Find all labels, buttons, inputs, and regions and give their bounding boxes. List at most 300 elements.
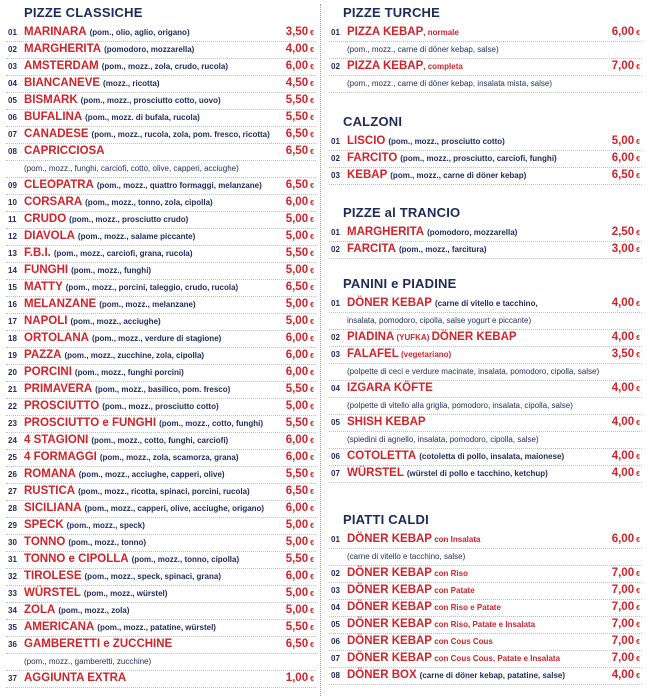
item-name [24, 568, 221, 585]
item-name [347, 599, 501, 616]
item-name-text: MARGHERITA [347, 226, 425, 238]
currency-symbol: € [310, 319, 314, 326]
currency-symbol: € [636, 420, 640, 427]
item-name [24, 432, 228, 449]
currency-symbol: € [636, 605, 640, 612]
item-description: (pom., olio, aglio, origano) [89, 28, 190, 37]
item-description: (pom., mozz., rucola, zola, pom. fresco, ricotta) [91, 130, 270, 139]
item-price-value: 7,00 [611, 652, 635, 664]
item-name-text: SICILIANA [24, 502, 82, 514]
item-price [612, 650, 640, 668]
item-number: 04 [331, 384, 340, 393]
item-name [24, 500, 264, 517]
item-name [24, 364, 184, 381]
item-price-value: 4,00 [611, 416, 635, 428]
item-number: 10 [8, 198, 17, 207]
currency-symbol: € [310, 404, 314, 411]
menu-item [329, 616, 642, 634]
item-name-text: GAMBERETTI e ZUCCHINE [24, 638, 173, 650]
item-price [286, 449, 314, 467]
currency-symbol: € [310, 285, 314, 292]
item-number: 02 [8, 45, 17, 54]
item-description: (pom., mozz., zola) [58, 606, 130, 615]
item-name-text: BUFALINA [24, 111, 83, 123]
menu-item [6, 330, 316, 348]
section-title: CALZONI [343, 114, 403, 129]
item-name [24, 41, 194, 58]
menu-item [6, 551, 316, 569]
currency-symbol: € [310, 81, 314, 88]
item-name-text: ORTOLANA [24, 332, 89, 344]
item-name [24, 619, 216, 636]
menu-item [6, 245, 316, 263]
menu-item [6, 517, 316, 535]
item-number: 27 [8, 487, 17, 496]
item-name [24, 126, 270, 143]
item-name-text: FARCITA [347, 243, 396, 255]
item-name [24, 483, 250, 500]
menu-item [6, 670, 316, 688]
menu-item [6, 568, 316, 586]
item-name-text: DÖNER KEBAP [347, 652, 432, 664]
item-number: 29 [8, 521, 17, 530]
item-description: (pom., mozz., prosciutto crudo) [69, 215, 189, 224]
item-price-value: 4,00 [611, 467, 635, 479]
item-price-value: 4,00 [611, 382, 635, 394]
currency-symbol: € [310, 455, 314, 462]
item-name-text: RUSTICA [24, 485, 76, 497]
item-name [347, 633, 493, 650]
item-price-value: 7,00 [611, 60, 635, 72]
item-name [24, 143, 105, 160]
column-divider [320, 4, 321, 696]
item-number: 35 [8, 623, 17, 632]
item-price-value: 6,00 [285, 349, 309, 361]
currency-symbol: € [310, 370, 314, 377]
item-number: 02 [331, 62, 340, 71]
item-price [612, 380, 640, 398]
item-name [24, 466, 225, 483]
item-description: (pom., mozz. di bufala, rucola) [85, 113, 200, 122]
item-name [24, 109, 200, 126]
item-name-text: TONNO e CIPOLLA [24, 553, 129, 565]
item-price [286, 483, 314, 501]
item-price-value: 5,00 [285, 400, 309, 412]
item-price [286, 211, 314, 229]
item-variant: con Insalata [431, 535, 481, 544]
item-price-value: 5,50 [285, 621, 309, 633]
item-price [286, 602, 314, 620]
menu-item-description-line [6, 160, 316, 178]
item-price-value: 5,50 [285, 111, 309, 123]
item-price-value: 6,00 [611, 533, 635, 545]
item-number: 08 [8, 147, 17, 156]
item-price [612, 599, 640, 617]
currency-symbol: € [310, 353, 314, 360]
item-price-value: 5,50 [285, 553, 309, 565]
item-description: (carne di vitello e tacchino, [434, 299, 538, 308]
item-price-value: 6,50 [285, 281, 309, 293]
item-price-value: 6,00 [611, 152, 635, 164]
menu-item [6, 296, 316, 314]
item-name-text: PAZZA [24, 349, 62, 361]
item-price [612, 150, 640, 168]
item-number: 11 [8, 215, 17, 224]
item-number: 02 [331, 154, 340, 163]
item-description: (pom., mozz., patatine, würstel) [97, 623, 216, 632]
item-number: 03 [331, 171, 340, 180]
item-name [347, 224, 517, 241]
item-price [286, 500, 314, 518]
item-name [24, 347, 204, 364]
item-name-text: CANADESE [24, 128, 89, 140]
currency-symbol: € [310, 336, 314, 343]
menu-item [6, 75, 316, 93]
menu-item [6, 602, 316, 620]
item-number: 05 [331, 418, 340, 427]
item-price [612, 633, 640, 651]
item-price [612, 241, 640, 259]
item-name-text: WÜRSTEL [347, 467, 404, 479]
item-name-text: FUNGHI [24, 264, 69, 276]
item-name [24, 415, 263, 432]
item-name [24, 381, 230, 398]
currency-symbol: € [310, 64, 314, 71]
item-description: (pom., mozz., carne di döner kebap, salse) [347, 45, 499, 54]
item-name [24, 398, 219, 415]
currency-symbol: € [310, 506, 314, 513]
item-name [24, 636, 172, 653]
item-name [347, 295, 538, 312]
menu-item [6, 211, 316, 229]
item-description: (mozz., ricotta) [103, 79, 160, 88]
item-price-value: 7,00 [611, 601, 635, 613]
item-name-text: 4 STAGIONI [24, 434, 89, 446]
item-variant: (YUFKA) [394, 333, 432, 342]
item-description: (pom., mozz., verdure di stagione) [91, 334, 222, 343]
menu-item [6, 636, 316, 654]
item-number: 36 [8, 640, 17, 649]
item-name-text: DÖNER KEBAP [347, 584, 432, 596]
item-price [286, 398, 314, 416]
item-name-text: PIZZA KEBAP [347, 60, 424, 72]
item-description: (pom., mozz., prosciutto cotto) [388, 137, 505, 146]
menu-item [6, 500, 316, 518]
item-price-value: 5,00 [285, 604, 309, 616]
item-price-value: 6,00 [285, 502, 309, 514]
item-price-value: 2,50 [611, 226, 635, 238]
item-price-value: 4,00 [611, 450, 635, 462]
item-name-text: WÜRSTEL [24, 587, 81, 599]
item-description: (carne di döner kebap, patatine, salse) [419, 671, 566, 680]
item-name-text: AGGIUNTA EXTRA [24, 672, 127, 684]
currency-symbol: € [636, 537, 640, 544]
item-variant: con Riso, Patate e Insalata [431, 620, 536, 629]
item-price [286, 585, 314, 603]
item-variant: (vegetariano) [398, 350, 452, 359]
currency-symbol: € [310, 200, 314, 207]
currency-symbol: € [636, 64, 640, 71]
item-name [24, 602, 129, 619]
item-description: (spiedini di agnello, insalata, pomodoro, cipolla, salse) [347, 435, 539, 444]
item-description: (pom., mozz., funghi, carciofi, cotto, olive, capperi, acciughe) [24, 164, 239, 173]
currency-symbol: € [310, 625, 314, 632]
menu-item [6, 126, 316, 144]
item-number: 01 [8, 28, 17, 37]
menu-item [6, 415, 316, 433]
menu-item [6, 483, 316, 501]
item-price-value: 4,00 [611, 331, 635, 343]
item-price-value: 6,50 [285, 145, 309, 157]
item-price-value: 7,00 [611, 635, 635, 647]
item-number: 06 [8, 113, 17, 122]
item-name [24, 58, 228, 75]
item-number: 03 [331, 586, 340, 595]
item-price-value: 4,50 [285, 77, 309, 89]
item-name-text: KEBAP [347, 169, 388, 181]
item-number: 21 [8, 385, 17, 394]
currency-symbol: € [636, 622, 640, 629]
menu-item [329, 167, 642, 185]
item-name [347, 329, 517, 346]
menu-item [6, 58, 316, 76]
item-name [347, 667, 565, 684]
item-price [286, 228, 314, 246]
item-number: 07 [8, 130, 17, 139]
item-description: (pom., mozz., speck, spinaci, grana) [84, 572, 221, 581]
item-description: (pom., mozz., würstel) [83, 589, 168, 598]
menu-item-description-line [329, 75, 642, 93]
item-name [347, 465, 548, 482]
item-number: 01 [331, 535, 340, 544]
item-description: (pom., mozz., tonno) [68, 538, 147, 547]
item-price [286, 92, 314, 110]
item-name [24, 313, 161, 330]
item-description: insalata, pomodoro, cipolla, salse yogurt e piccante) [347, 316, 532, 325]
item-price-value: 5,50 [285, 468, 309, 480]
menu-item [6, 347, 316, 365]
item-number: 03 [331, 350, 340, 359]
item-number: 04 [8, 79, 17, 88]
item-description: (würstel di pollo e tacchino, ketchup) [406, 469, 548, 478]
item-name-text: MATTY [24, 281, 63, 293]
item-name [24, 279, 238, 296]
currency-symbol: € [636, 335, 640, 342]
menu-item [329, 150, 642, 168]
item-description: (pom., mozz., cotto, funghi, carciofi) [91, 436, 229, 445]
item-name-text: TONNO [24, 536, 66, 548]
item-price-value: 5,00 [285, 315, 309, 327]
item-price [612, 582, 640, 600]
currency-symbol: € [310, 523, 314, 530]
item-number: 05 [331, 620, 340, 629]
item-description: (pom., mozz., gamberetti, zucchine) [24, 657, 152, 666]
item-name-text: PROSCIUTTO e FUNGHI [24, 417, 157, 429]
item-price [286, 75, 314, 93]
item-description: (pom., mozz., speck) [66, 521, 145, 530]
item-name-text: DÖNER KEBAP [347, 567, 432, 579]
currency-symbol: € [636, 173, 640, 180]
item-price-value: 6,50 [285, 485, 309, 497]
item-name-text: NAPOLI [24, 315, 68, 327]
item-name [24, 194, 213, 211]
currency-symbol: € [310, 642, 314, 649]
currency-symbol: € [636, 156, 640, 163]
item-name [24, 449, 239, 466]
item-price [286, 432, 314, 450]
item-price-value: 5,00 [285, 264, 309, 276]
item-name-text: ROMANA [24, 468, 76, 480]
item-number: 12 [8, 232, 17, 241]
item-price-value: 5,00 [611, 135, 635, 147]
menu-item [329, 24, 642, 42]
item-name-text: SHISH KEBAP [347, 416, 426, 428]
item-number: 09 [8, 181, 17, 190]
menu-item [329, 650, 642, 668]
item-price [286, 568, 314, 586]
item-price-value: 5,50 [285, 247, 309, 259]
item-price [286, 296, 314, 314]
menu-item [329, 224, 642, 242]
item-price [612, 24, 640, 42]
item-price-value: 6,00 [285, 366, 309, 378]
item-variant: , completa [423, 62, 463, 71]
item-description: (pom., mozz., basilico, pom. fresco) [95, 385, 231, 394]
item-description: (carne di vitello e tacchino, salse) [347, 552, 466, 561]
item-description: (pom., mozz., prosciutto, carciofi, funghi) [400, 154, 557, 163]
item-price-value: 5,00 [285, 536, 309, 548]
item-price [612, 224, 640, 242]
item-price-value: 6,00 [285, 196, 309, 208]
item-name-text: FARCITO [347, 152, 398, 164]
item-price-value: 3,50 [611, 348, 635, 360]
item-name-text: PROSCIUTTO [24, 400, 100, 412]
item-price [286, 534, 314, 552]
item-number: 31 [8, 555, 17, 564]
item-price [286, 24, 314, 42]
item-price-value: 5,00 [285, 587, 309, 599]
item-description: (pom., mozz., prosciutto cotto, uovo) [80, 96, 221, 105]
item-name-text: CORSARA [24, 196, 83, 208]
currency-symbol: € [310, 217, 314, 224]
currency-symbol: € [310, 574, 314, 581]
item-price-value: 5,00 [285, 213, 309, 225]
item-description: (pom., mozz., acciughe, capperi, olive) [78, 470, 225, 479]
item-name-text: DÖNER KEBAP [347, 618, 432, 630]
item-price [612, 414, 640, 432]
item-price-value: 6,50 [611, 169, 635, 181]
item-price [286, 415, 314, 433]
menu-item [329, 295, 642, 313]
menu-item [6, 92, 316, 110]
item-price [286, 245, 314, 263]
item-price [612, 167, 640, 185]
menu-item-description-line [329, 312, 642, 330]
item-price [612, 58, 640, 76]
item-name [24, 551, 239, 568]
currency-symbol: € [636, 139, 640, 146]
item-price [286, 177, 314, 195]
item-price-value: 1,00 [285, 672, 309, 684]
item-description: (cotoletta di pollo, insalata, maionese) [419, 452, 565, 461]
item-name-text: ZOLA [24, 604, 56, 616]
currency-symbol: € [636, 656, 640, 663]
item-price [286, 364, 314, 382]
item-description: (pom., mozz., zucchine, zola, cipolla) [64, 351, 205, 360]
item-name [347, 565, 468, 582]
section-title: PANINI e PIADINE [343, 276, 457, 291]
item-name-text: 4 FORMAGGI [24, 451, 97, 463]
menu-item [329, 599, 642, 617]
item-number: 20 [8, 368, 17, 377]
item-description: (pom., mozz., funghi) [71, 266, 152, 275]
currency-symbol: € [310, 557, 314, 564]
item-name [347, 167, 526, 184]
item-price-value: 6,00 [285, 332, 309, 344]
menu-item [6, 109, 316, 127]
section-title: PIZZE CLASSICHE [24, 5, 143, 20]
item-price-value: 6,00 [285, 60, 309, 72]
item-price-value: 5,50 [285, 94, 309, 106]
item-name-text: DIAVOLA [24, 230, 75, 242]
item-description: (pom., mozz., carciofi, grana, rucola) [53, 249, 193, 258]
item-variant: con Cous Cous, Patate e Insalata [431, 654, 561, 663]
item-price [286, 466, 314, 484]
item-number: 37 [8, 674, 17, 683]
section-title: PIATTI CALDI [343, 512, 429, 527]
item-name-text: DÖNER KEBAP [347, 297, 432, 309]
item-number: 16 [8, 300, 17, 309]
item-name [24, 534, 146, 551]
item-name [24, 585, 167, 602]
item-description: (pom., mozz., zola, scamorza, grana) [99, 453, 239, 462]
item-name-text: BIANCANEVE [24, 77, 101, 89]
currency-symbol: € [310, 234, 314, 241]
menu-item [329, 133, 642, 151]
item-price-value: 7,00 [611, 618, 635, 630]
item-description: (pom., mozz., tonno, cipolla) [131, 555, 240, 564]
item-price-value: 7,00 [611, 567, 635, 579]
menu-item [6, 24, 316, 42]
currency-symbol: € [310, 608, 314, 615]
item-name [24, 177, 262, 194]
menu-item [329, 565, 642, 583]
menu-item [329, 346, 642, 364]
item-price [286, 636, 314, 654]
item-number: 02 [331, 333, 340, 342]
item-price-value: 6,00 [611, 26, 635, 38]
item-name [347, 650, 560, 667]
menu-item [6, 619, 316, 637]
item-number: 34 [8, 606, 17, 615]
item-number: 08 [331, 671, 340, 680]
item-description: (pom., mozz., salame piccante) [77, 232, 196, 241]
item-number: 28 [8, 504, 17, 513]
menu-item [6, 432, 316, 450]
item-name-text: DÖNER KEBAP [347, 635, 432, 647]
menu-item [6, 41, 316, 59]
item-price-value: 6,50 [285, 128, 309, 140]
item-price-value: 5,00 [285, 519, 309, 531]
item-name [24, 330, 221, 347]
item-name [347, 531, 480, 548]
item-name [24, 296, 196, 313]
item-description: (pom., mozz., carne di döner kebap, insalata mista, salse) [347, 79, 552, 88]
currency-symbol: € [310, 98, 314, 105]
item-name-text: LISCIO [347, 135, 386, 147]
menu-item [329, 414, 642, 432]
item-name-text: DÖNER KEBAP [347, 601, 432, 613]
